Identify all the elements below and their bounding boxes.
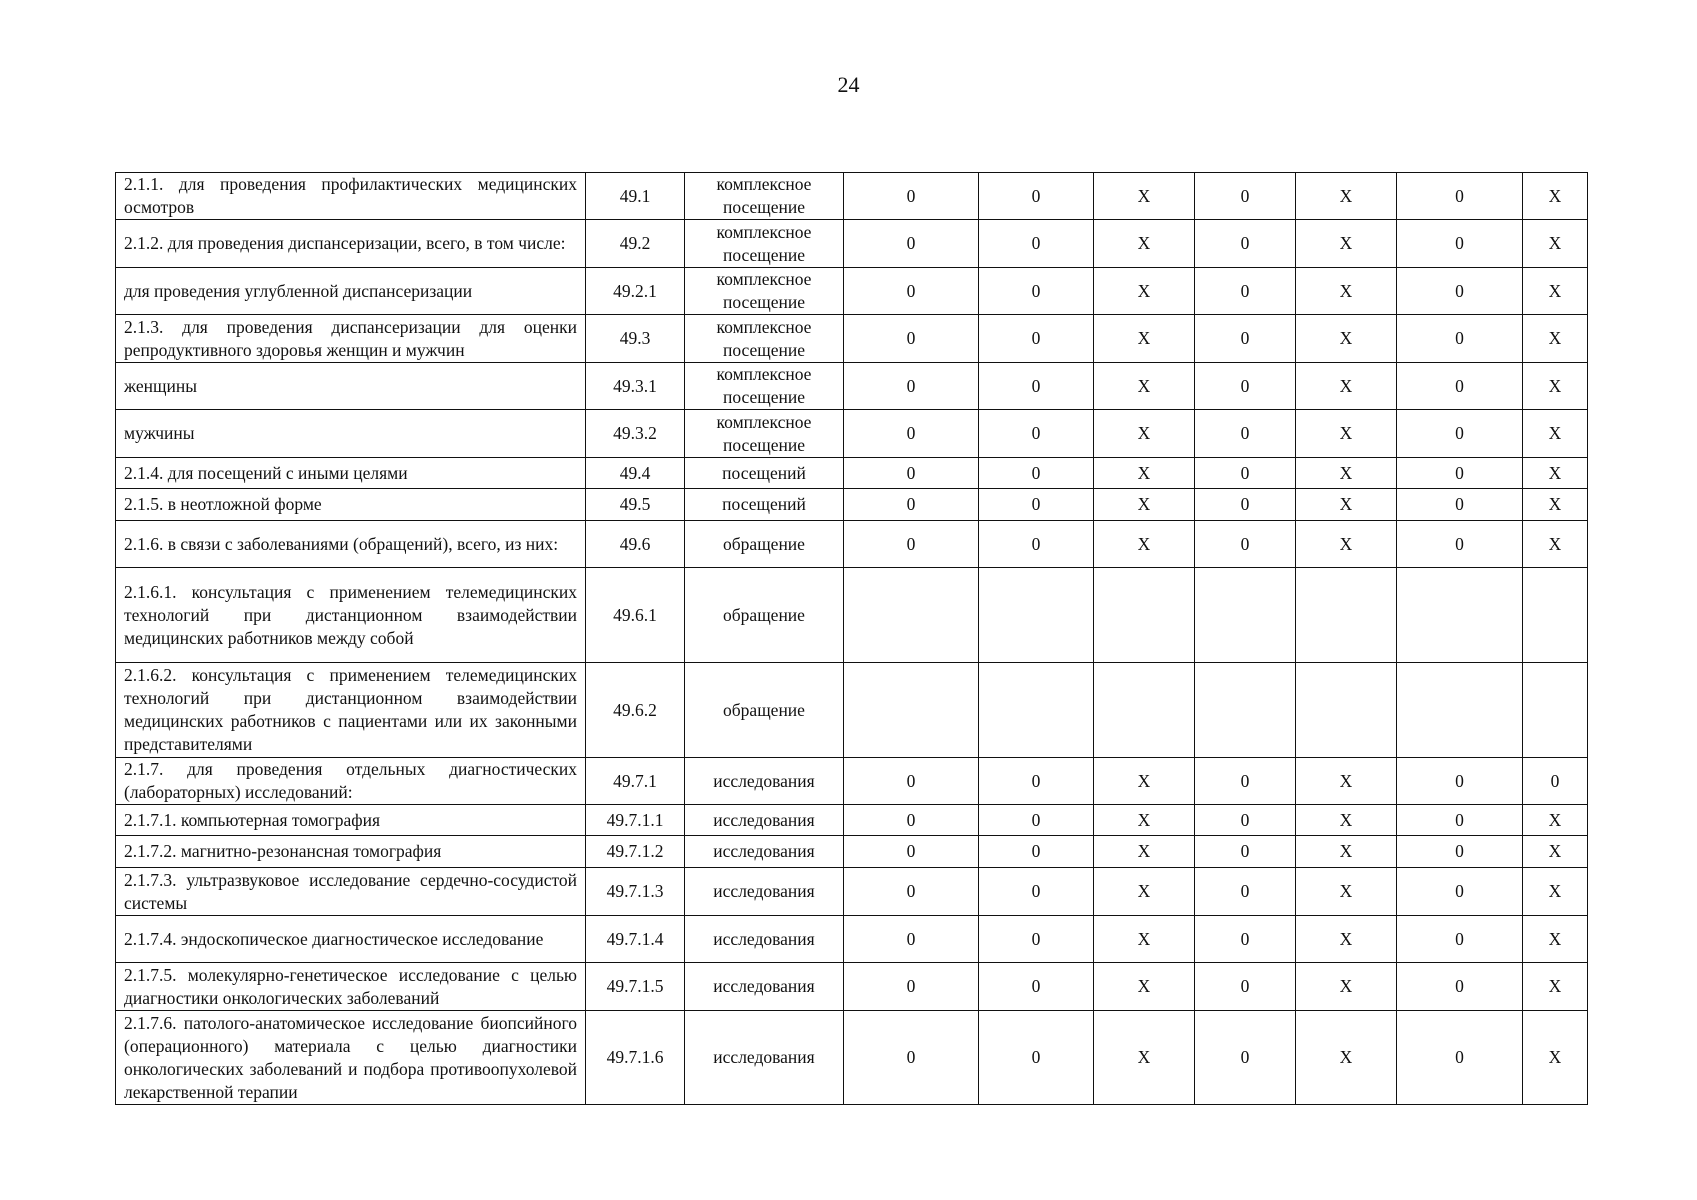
- row-name-cell: 2.1.7. для проведения отдельных диагностических (лабораторных) исследований:: [116, 758, 586, 805]
- row-value-cell: X: [1523, 458, 1588, 489]
- row-value-cell: X: [1094, 836, 1195, 868]
- row-value-cell: 0: [979, 836, 1094, 868]
- row-name-cell: 2.1.7.6. патолого-анатомическое исследование биопсийного (операционного) материала с целью диагностики онкологических заболеваний и подбора противоопухолевой лекарственной терапии: [116, 1011, 586, 1105]
- row-value-cell: [844, 568, 979, 663]
- row-value-cell: 0: [844, 363, 979, 410]
- row-value-cell: 0: [1195, 805, 1296, 836]
- row-value-cell: [1523, 568, 1588, 663]
- row-value-cell: [979, 663, 1094, 758]
- row-value-cell: 0: [844, 220, 979, 268]
- row-value-cell: 0: [1195, 173, 1296, 220]
- row-value-cell: X: [1296, 315, 1397, 363]
- row-unit-cell: обращение: [685, 663, 844, 758]
- row-code-cell: 49.7.1.4: [586, 916, 685, 963]
- row-name-cell: мужчины: [116, 410, 586, 458]
- row-value-cell: 0: [1397, 916, 1523, 963]
- row-value-cell: 0: [1195, 836, 1296, 868]
- row-value-cell: X: [1296, 220, 1397, 268]
- row-value-cell: 0: [844, 758, 979, 805]
- row-value-cell: 0: [979, 758, 1094, 805]
- row-value-cell: X: [1523, 268, 1588, 315]
- row-value-cell: X: [1523, 1011, 1588, 1105]
- row-value-cell: X: [1296, 868, 1397, 916]
- row-value-cell: 0: [1397, 805, 1523, 836]
- row-code-cell: 49.6.2: [586, 663, 685, 758]
- row-value-cell: 0: [979, 1011, 1094, 1105]
- row-value-cell: 0: [1195, 868, 1296, 916]
- row-name-cell: 2.1.3. для проведения диспансеризации для оценки репродуктивного здоровья женщин и мужчин: [116, 315, 586, 363]
- row-value-cell: X: [1094, 916, 1195, 963]
- row-value-cell: [1397, 663, 1523, 758]
- table-row: [116, 220, 1588, 268]
- table-row: [116, 805, 1588, 836]
- row-code-cell: 49.7.1.1: [586, 805, 685, 836]
- row-value-cell: 0: [844, 315, 979, 363]
- row-value-cell: 0: [1195, 220, 1296, 268]
- row-value-cell: 0: [844, 916, 979, 963]
- row-value-cell: X: [1094, 489, 1195, 521]
- row-unit-cell: комплексное посещение: [685, 410, 844, 458]
- row-value-cell: X: [1094, 173, 1195, 220]
- row-value-cell: X: [1296, 458, 1397, 489]
- row-value-cell: 0: [979, 521, 1094, 568]
- row-value-cell: 0: [1397, 489, 1523, 521]
- row-value-cell: 0: [1397, 220, 1523, 268]
- table-row: [116, 363, 1588, 410]
- row-value-cell: [1195, 568, 1296, 663]
- row-value-cell: X: [1094, 868, 1195, 916]
- row-unit-cell: комплексное посещение: [685, 220, 844, 268]
- row-unit-cell: комплексное посещение: [685, 173, 844, 220]
- row-code-cell: 49.7.1: [586, 758, 685, 805]
- row-unit-cell: исследования: [685, 963, 844, 1011]
- row-code-cell: 49.6: [586, 521, 685, 568]
- row-value-cell: 0: [979, 458, 1094, 489]
- row-value-cell: X: [1296, 963, 1397, 1011]
- row-unit-cell: исследования: [685, 805, 844, 836]
- row-code-cell: 49.7.1.6: [586, 1011, 685, 1105]
- row-value-cell: 0: [1195, 1011, 1296, 1105]
- row-value-cell: 0: [844, 805, 979, 836]
- row-value-cell: 0: [979, 363, 1094, 410]
- row-unit-cell: исследования: [685, 916, 844, 963]
- row-value-cell: X: [1523, 963, 1588, 1011]
- row-unit-cell: исследования: [685, 868, 844, 916]
- row-name-cell: 2.1.2. для проведения диспансеризации, всего, в том числе:: [116, 220, 586, 268]
- row-value-cell: 0: [1397, 836, 1523, 868]
- row-value-cell: X: [1094, 363, 1195, 410]
- row-value-cell: 0: [979, 220, 1094, 268]
- row-value-cell: 0: [1195, 489, 1296, 521]
- row-value-cell: 0: [844, 836, 979, 868]
- row-unit-cell: посещений: [685, 489, 844, 521]
- table-row: [116, 521, 1588, 568]
- row-code-cell: 49.6.1: [586, 568, 685, 663]
- table-row: [116, 568, 1588, 663]
- row-value-cell: 0: [1397, 410, 1523, 458]
- row-value-cell: X: [1523, 805, 1588, 836]
- row-value-cell: X: [1296, 1011, 1397, 1105]
- table-row: [116, 1011, 1588, 1105]
- row-unit-cell: обращение: [685, 521, 844, 568]
- row-value-cell: 0: [979, 916, 1094, 963]
- row-name-cell: 2.1.1. для проведения профилактических медицинских осмотров: [116, 173, 586, 220]
- row-name-cell: 2.1.6.2. консультация с применением телемедицинских технологий при дистанционном взаимодействии медицинских работников с пациентами или их законными представителями: [116, 663, 586, 758]
- row-value-cell: 0: [1397, 173, 1523, 220]
- row-code-cell: 49.7.1.3: [586, 868, 685, 916]
- row-value-cell: 0: [979, 173, 1094, 220]
- row-value-cell: 0: [1397, 268, 1523, 315]
- row-unit-cell: комплексное посещение: [685, 315, 844, 363]
- row-value-cell: 0: [979, 963, 1094, 1011]
- row-code-cell: 49.2: [586, 220, 685, 268]
- row-value-cell: 0: [1195, 521, 1296, 568]
- row-value-cell: X: [1523, 521, 1588, 568]
- row-value-cell: X: [1523, 220, 1588, 268]
- row-code-cell: 49.3: [586, 315, 685, 363]
- table-row: [116, 868, 1588, 916]
- row-value-cell: 0: [979, 268, 1094, 315]
- row-value-cell: 0: [979, 868, 1094, 916]
- row-value-cell: 0: [979, 489, 1094, 521]
- row-value-cell: 0: [844, 268, 979, 315]
- table-row: [116, 489, 1588, 521]
- table-row: [116, 173, 1588, 220]
- row-value-cell: 0: [844, 410, 979, 458]
- row-value-cell: X: [1523, 363, 1588, 410]
- row-value-cell: 0: [844, 868, 979, 916]
- row-value-cell: 0: [1195, 363, 1296, 410]
- row-value-cell: [1094, 663, 1195, 758]
- row-value-cell: [1523, 663, 1588, 758]
- row-name-cell: 2.1.7.2. магнитно-резонансная томография: [116, 836, 586, 868]
- row-value-cell: X: [1094, 963, 1195, 1011]
- table-row: [116, 916, 1588, 963]
- row-value-cell: 0: [1195, 963, 1296, 1011]
- row-code-cell: 49.4: [586, 458, 685, 489]
- row-value-cell: 0: [1397, 963, 1523, 1011]
- row-value-cell: X: [1296, 758, 1397, 805]
- row-unit-cell: посещений: [685, 458, 844, 489]
- table-row: [116, 268, 1588, 315]
- row-value-cell: 0: [1397, 758, 1523, 805]
- row-value-cell: 0: [1523, 758, 1588, 805]
- row-value-cell: X: [1523, 836, 1588, 868]
- row-value-cell: 0: [1195, 458, 1296, 489]
- row-value-cell: 0: [1397, 363, 1523, 410]
- row-value-cell: 0: [844, 458, 979, 489]
- row-name-cell: 2.1.6.1. консультация с применением телемедицинских технологий при дистанционном взаимодействии медицинских работников между собой: [116, 568, 586, 663]
- row-value-cell: 0: [1195, 410, 1296, 458]
- row-name-cell: 2.1.6. в связи с заболеваниями (обращений), всего, из них:: [116, 521, 586, 568]
- row-value-cell: [1296, 568, 1397, 663]
- row-unit-cell: исследования: [685, 758, 844, 805]
- table-row: [116, 315, 1588, 363]
- table-row: [116, 758, 1588, 805]
- data-table: [115, 172, 1588, 1105]
- row-value-cell: [1296, 663, 1397, 758]
- row-value-cell: 0: [1397, 458, 1523, 489]
- row-value-cell: X: [1296, 916, 1397, 963]
- row-value-cell: X: [1523, 410, 1588, 458]
- row-name-cell: для проведения углубленной диспансеризации: [116, 268, 586, 315]
- row-value-cell: X: [1296, 489, 1397, 521]
- row-value-cell: [844, 663, 979, 758]
- row-value-cell: 0: [979, 410, 1094, 458]
- row-value-cell: [1195, 663, 1296, 758]
- row-name-cell: 2.1.7.5. молекулярно-генетическое исследование с целью диагностики онкологических заболеваний: [116, 963, 586, 1011]
- row-code-cell: 49.1: [586, 173, 685, 220]
- row-value-cell: X: [1296, 410, 1397, 458]
- row-value-cell: X: [1296, 805, 1397, 836]
- row-code-cell: 49.5: [586, 489, 685, 521]
- table-row: [116, 663, 1588, 758]
- page-number: 24: [837, 72, 860, 97]
- row-value-cell: 0: [844, 963, 979, 1011]
- row-value-cell: X: [1094, 315, 1195, 363]
- row-value-cell: X: [1094, 1011, 1195, 1105]
- row-value-cell: X: [1523, 173, 1588, 220]
- row-value-cell: 0: [1397, 868, 1523, 916]
- row-name-cell: 2.1.7.1. компьютерная томография: [116, 805, 586, 836]
- row-value-cell: X: [1094, 521, 1195, 568]
- row-value-cell: 0: [979, 805, 1094, 836]
- row-name-cell: 2.1.7.3. ультразвуковое исследование сердечно-сосудистой системы: [116, 868, 586, 916]
- row-name-cell: 2.1.7.4. эндоскопическое диагностическое исследование: [116, 916, 586, 963]
- table-row: [116, 410, 1588, 458]
- row-name-cell: 2.1.4. для посещений с иными целями: [116, 458, 586, 489]
- row-value-cell: 0: [979, 315, 1094, 363]
- row-value-cell: 0: [1195, 916, 1296, 963]
- row-unit-cell: комплексное посещение: [685, 363, 844, 410]
- row-value-cell: X: [1094, 805, 1195, 836]
- table-row: [116, 458, 1588, 489]
- table-row: [116, 836, 1588, 868]
- row-unit-cell: исследования: [685, 836, 844, 868]
- row-value-cell: X: [1523, 489, 1588, 521]
- row-value-cell: [1397, 568, 1523, 663]
- row-value-cell: X: [1523, 916, 1588, 963]
- row-value-cell: 0: [844, 521, 979, 568]
- row-unit-cell: комплексное посещение: [685, 268, 844, 315]
- row-value-cell: 0: [844, 1011, 979, 1105]
- row-value-cell: 0: [1195, 758, 1296, 805]
- row-value-cell: 0: [844, 173, 979, 220]
- row-value-cell: X: [1296, 363, 1397, 410]
- row-code-cell: 49.2.1: [586, 268, 685, 315]
- row-value-cell: X: [1523, 315, 1588, 363]
- row-code-cell: 49.3.2: [586, 410, 685, 458]
- table-row: [116, 963, 1588, 1011]
- row-value-cell: 0: [1397, 315, 1523, 363]
- row-value-cell: [1094, 568, 1195, 663]
- row-code-cell: 49.3.1: [586, 363, 685, 410]
- row-value-cell: X: [1094, 410, 1195, 458]
- row-name-cell: 2.1.5. в неотложной форме: [116, 489, 586, 521]
- row-value-cell: X: [1094, 458, 1195, 489]
- row-value-cell: X: [1094, 268, 1195, 315]
- row-value-cell: X: [1523, 868, 1588, 916]
- row-unit-cell: исследования: [685, 1011, 844, 1105]
- row-value-cell: 0: [1397, 1011, 1523, 1105]
- row-value-cell: X: [1094, 220, 1195, 268]
- row-name-cell: женщины: [116, 363, 586, 410]
- row-value-cell: X: [1296, 836, 1397, 868]
- row-value-cell: [979, 568, 1094, 663]
- row-value-cell: 0: [1195, 315, 1296, 363]
- row-value-cell: 0: [1195, 268, 1296, 315]
- row-code-cell: 49.7.1.2: [586, 836, 685, 868]
- row-value-cell: X: [1094, 758, 1195, 805]
- row-value-cell: 0: [844, 489, 979, 521]
- row-value-cell: X: [1296, 268, 1397, 315]
- table-body: [116, 173, 1588, 1105]
- row-value-cell: X: [1296, 521, 1397, 568]
- row-code-cell: 49.7.1.5: [586, 963, 685, 1011]
- row-value-cell: 0: [1397, 521, 1523, 568]
- row-value-cell: X: [1296, 173, 1397, 220]
- row-unit-cell: обращение: [685, 568, 844, 663]
